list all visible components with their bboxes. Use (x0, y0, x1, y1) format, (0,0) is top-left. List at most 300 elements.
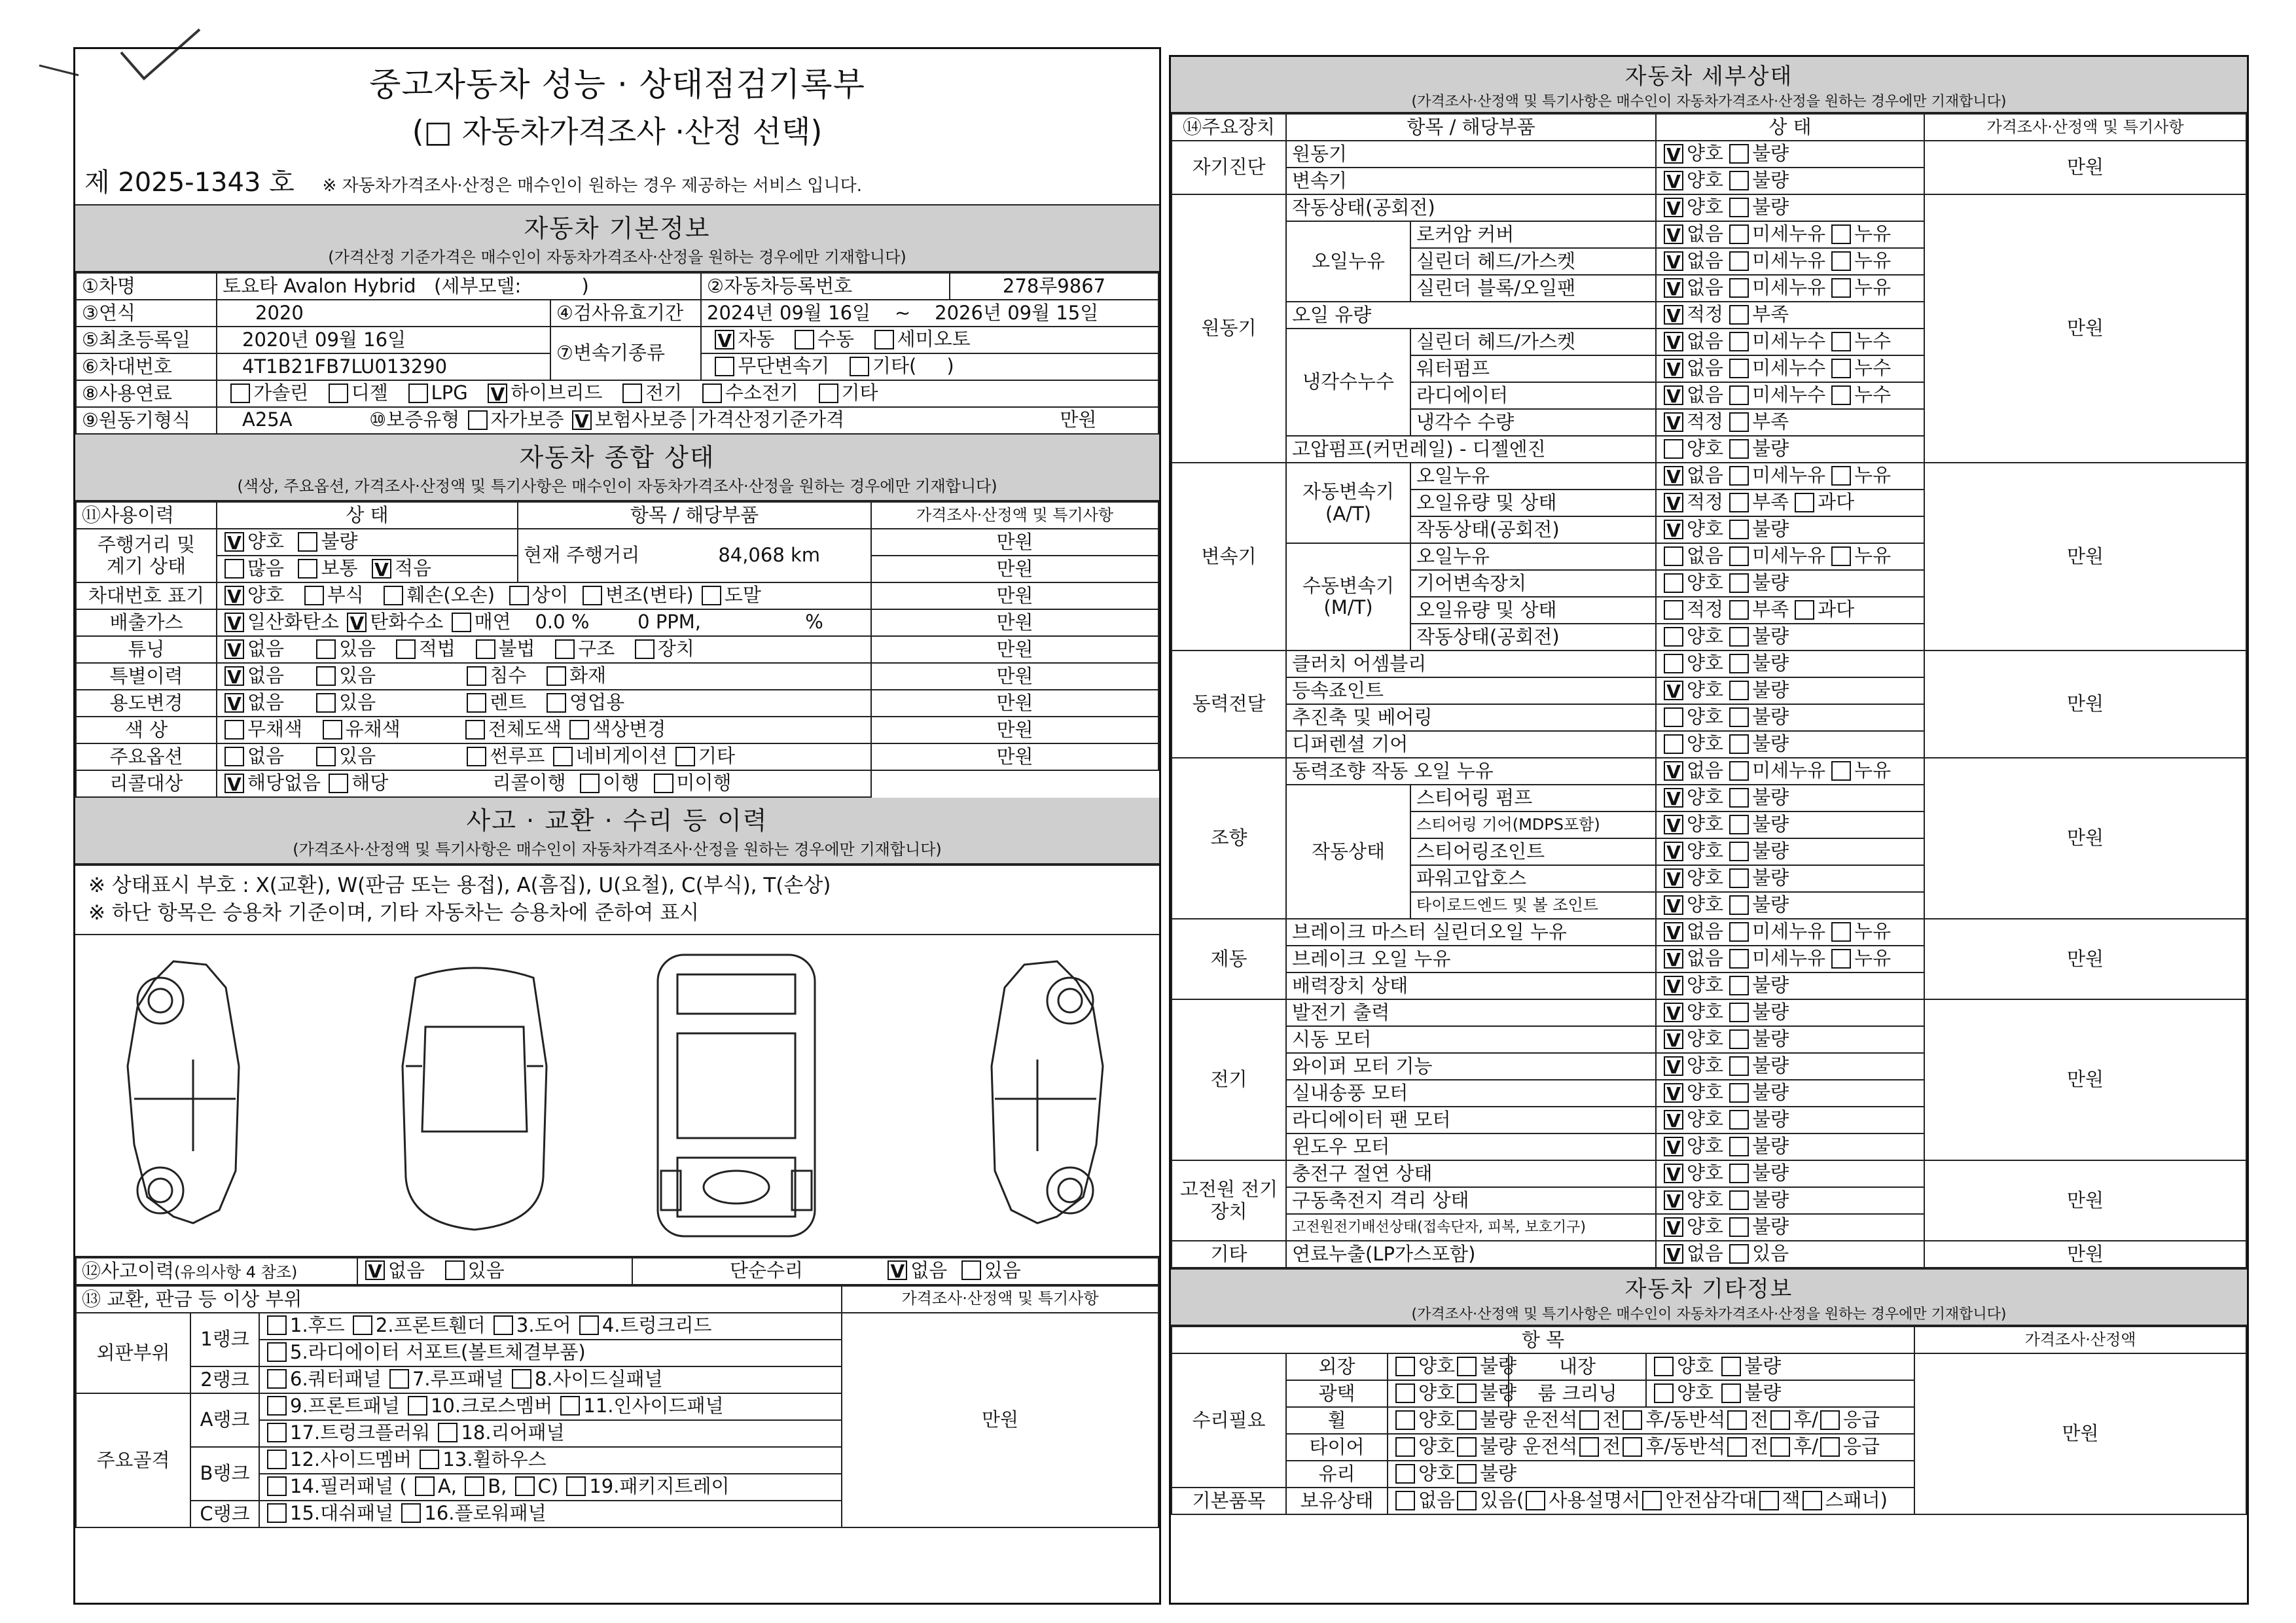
br_booster-bad-checkbox[interactable] (1729, 976, 1749, 995)
at_idle-bad-checkbox[interactable] (1729, 520, 1749, 539)
tire-pass-rear: 후/ (1793, 1435, 1818, 1458)
trans-manual-checkbox[interactable] (795, 330, 814, 349)
wheel-pass-front-checkbox[interactable] (1727, 1410, 1747, 1430)
state-pt_shaft (1656, 704, 1924, 731)
en_head-minor_oil-checkbox[interactable] (1729, 251, 1749, 271)
triangle-checkbox[interactable] (1642, 1491, 1662, 1510)
recall-done-label: 리콜이행 (492, 772, 566, 794)
mt_level-short-checkbox[interactable] (1729, 600, 1749, 620)
full-paint-checkbox[interactable] (465, 720, 485, 740)
at_leak-oil-label: 누유 (1854, 464, 1892, 487)
part-pillar-checkbox[interactable] (267, 1476, 287, 1496)
trans-semi-checkbox[interactable] (874, 330, 894, 349)
en_head-oil-checkbox[interactable] (1831, 251, 1851, 271)
tire-front-checkbox[interactable] (1579, 1437, 1599, 1457)
br_oil-none-checkbox[interactable]: V (1664, 949, 1683, 969)
state-st_hose (1656, 865, 1924, 892)
tire-bad: 불량 (1480, 1435, 1517, 1458)
part-package-tray-checkbox[interactable] (566, 1476, 586, 1496)
st_tie-good-checkbox[interactable]: V (1664, 895, 1683, 915)
recall-done-checkbox[interactable] (580, 774, 600, 793)
co-checkbox[interactable]: V (224, 613, 244, 632)
mt_gear-good-checkbox[interactable] (1664, 573, 1683, 593)
jack-checkbox[interactable] (1759, 1491, 1779, 1510)
state-br_booster (1656, 972, 1924, 999)
st_leak-minor_oil-checkbox[interactable] (1729, 761, 1749, 781)
st_leak-oil-label: 누유 (1854, 759, 1892, 782)
hv_port-bad-label: 불량 (1752, 1162, 1789, 1185)
pillar-c-checkbox[interactable] (515, 1476, 535, 1496)
price-ot_fuel: 만원 (1924, 1241, 2246, 1268)
st_joint-bad-checkbox[interactable] (1729, 842, 1749, 861)
engine-type-value: A25A (242, 408, 293, 431)
pt_shaft-good-checkbox[interactable] (1664, 707, 1683, 727)
wheel-pass-rear-checkbox[interactable] (1770, 1410, 1790, 1430)
mileage-normal-checkbox[interactable] (298, 559, 317, 579)
mt_gear-good-label: 양호 (1687, 571, 1724, 594)
br_master-minor_oil-label: 미세누유 (1752, 920, 1826, 943)
sd_engine-bad-checkbox[interactable] (1729, 144, 1749, 164)
usage-exists-checkbox[interactable] (316, 693, 336, 713)
tire-pass-front-checkbox[interactable] (1727, 1437, 1747, 1457)
rank1-line2 (259, 1340, 842, 1366)
part-roof-checkbox[interactable] (389, 1369, 409, 1389)
fuel-hydrogen: 수소전기 (725, 382, 798, 404)
part-trunk-floor-checkbox[interactable] (267, 1423, 287, 1442)
owned-exists: 있음( (1480, 1489, 1524, 1512)
owned-none-checkbox[interactable] (1395, 1491, 1415, 1510)
hv_wire-bad-checkbox[interactable] (1729, 1217, 1749, 1237)
en_idle-bad-checkbox[interactable] (1729, 198, 1749, 217)
en_c_pump-none-label: 없음 (1687, 357, 1724, 380)
part-wheel-house-checkbox[interactable] (420, 1450, 439, 1469)
en_rocker-none-checkbox[interactable]: V (1664, 224, 1683, 244)
accident-none-checkbox[interactable]: V (365, 1260, 385, 1280)
part-quarter-checkbox[interactable] (267, 1369, 287, 1389)
el_fan-good-checkbox[interactable]: V (1664, 1083, 1683, 1103)
group-brake: 제동 (1172, 919, 1286, 999)
tuning-none-checkbox[interactable]: V (224, 639, 244, 659)
en_rocker-minor_oil-checkbox[interactable] (1729, 224, 1749, 244)
etc-price: 만원 (1914, 1353, 2246, 1514)
reg-no: 278루9867 (950, 273, 1158, 300)
at_level-proper-checkbox[interactable]: V (1664, 493, 1683, 512)
state-sd_engine (1656, 141, 1924, 168)
en_block-oil-checkbox[interactable] (1831, 278, 1851, 298)
at_idle-good-checkbox[interactable]: V (1664, 520, 1683, 539)
en_c_level-proper-checkbox[interactable]: V (1664, 412, 1683, 432)
br_oil-minor_oil-checkbox[interactable] (1729, 949, 1749, 969)
manual-checkbox[interactable] (1526, 1491, 1545, 1510)
tuning-illegal-checkbox[interactable] (476, 639, 495, 659)
exterior-good-checkbox[interactable] (1395, 1357, 1415, 1376)
option-none-checkbox[interactable] (224, 747, 244, 766)
pt_diff-bad-checkbox[interactable] (1729, 734, 1749, 754)
sub-coolant_leak: 냉각수누수 (1286, 329, 1410, 436)
st_leak-oil-checkbox[interactable] (1831, 761, 1851, 781)
exterior-bad-checkbox[interactable] (1457, 1357, 1477, 1376)
en_c_head-minor_water-checkbox[interactable] (1729, 332, 1749, 351)
pt_cv-good-label: 양호 (1687, 679, 1724, 702)
owned-exists-checkbox[interactable] (1457, 1491, 1477, 1510)
recall-none-checkbox[interactable]: V (224, 774, 244, 793)
hc-checkbox[interactable]: V (347, 613, 367, 632)
item-st_joint: 스티어링조인트 (1410, 838, 1656, 865)
smoke-checkbox[interactable] (452, 613, 471, 632)
state-en_head (1656, 248, 1924, 275)
sunroof-checkbox[interactable] (467, 747, 486, 766)
usage-none-checkbox[interactable]: V (224, 693, 244, 713)
st_leak-none-checkbox[interactable]: V (1664, 761, 1683, 781)
room-good-checkbox[interactable] (1654, 1383, 1674, 1403)
en_block-minor_oil-checkbox[interactable] (1729, 278, 1749, 298)
accident-history-label: ⑫사고이력 (82, 1259, 175, 1282)
trans-auto-checkbox[interactable]: V (715, 330, 734, 349)
en_oil_level-proper-checkbox[interactable]: V (1664, 305, 1683, 325)
spanner-checkbox[interactable] (1803, 1491, 1822, 1510)
repair-none-checkbox[interactable]: V (888, 1260, 907, 1280)
part-hood-checkbox[interactable] (267, 1315, 287, 1335)
br_master-minor_oil-checkbox[interactable] (1729, 922, 1749, 942)
vin-diff-checkbox[interactable] (509, 586, 529, 605)
item-el_rad: 라디에이터 팬 모터 (1286, 1107, 1656, 1133)
fuel-hydrogen-checkbox[interactable] (702, 383, 722, 403)
group-electric: 전기 (1172, 999, 1286, 1160)
gloss-bad-checkbox[interactable] (1457, 1383, 1477, 1403)
tuning-device-checkbox[interactable] (635, 639, 655, 659)
co-unit: % (571, 611, 590, 633)
part-sidesill-checkbox[interactable] (512, 1369, 531, 1389)
en_head-none-checkbox[interactable]: V (1664, 251, 1683, 271)
part-wheel-house: 13.휠하우스 (442, 1448, 547, 1471)
part-front-panel-checkbox[interactable] (267, 1396, 287, 1416)
part-floor-checkbox[interactable] (401, 1503, 421, 1523)
pillar-a-checkbox[interactable] (415, 1476, 435, 1496)
option-exists-checkbox[interactable] (316, 747, 336, 766)
pt_shaft-bad-checkbox[interactable] (1729, 707, 1749, 727)
special-none: 없음 (247, 664, 285, 687)
special-label: 특별이력 (76, 663, 217, 690)
mt_idle-good-checkbox[interactable] (1664, 627, 1683, 647)
el_gen-bad-checkbox[interactable] (1729, 1003, 1749, 1022)
special-exists: 있음 (339, 664, 376, 687)
state-st_tie (1656, 892, 1924, 919)
pt_clutch-good-checkbox[interactable] (1664, 654, 1683, 673)
st_hose-good-label: 양호 (1687, 866, 1724, 889)
rankC-label: C랭크 (190, 1501, 259, 1527)
special-exists-checkbox[interactable] (316, 666, 336, 686)
at_leak-oil-checkbox[interactable] (1831, 466, 1851, 486)
en_common-good-checkbox[interactable] (1664, 439, 1683, 459)
el_wiper-good-checkbox[interactable]: V (1664, 1056, 1683, 1076)
en_c_head-none-label: 없음 (1687, 330, 1724, 353)
el_rad-bad-checkbox[interactable] (1729, 1110, 1749, 1130)
en_c_rad-none-checkbox[interactable]: V (1664, 385, 1683, 405)
en_c_head-none-checkbox[interactable]: V (1664, 332, 1683, 351)
en_c_rad-minor_water-checkbox[interactable] (1729, 385, 1749, 405)
part-inside-panel-checkbox[interactable] (560, 1396, 580, 1416)
interior-label: 내장 (1509, 1353, 1646, 1380)
tire-emergency-checkbox[interactable] (1820, 1437, 1840, 1457)
el_window-bad-checkbox[interactable] (1729, 1137, 1749, 1156)
tire-bad-checkbox[interactable] (1457, 1437, 1477, 1457)
navigation-checkbox[interactable] (553, 747, 573, 766)
item-br_master: 브레이크 마스터 실린더오일 누유 (1286, 919, 1656, 946)
tire-pass-front: 전 (1750, 1435, 1769, 1458)
car-name: 토요타 Avalon Hybrid (223, 274, 416, 297)
state-el_start (1656, 1026, 1924, 1053)
vin-paint-checkbox[interactable] (702, 586, 721, 605)
vin-opt-good: 양호 (247, 584, 285, 607)
pt_cv-good-checkbox[interactable]: V (1664, 681, 1683, 700)
repair-needed-label: 수리필요 (1172, 1353, 1286, 1488)
el_start-bad-checkbox[interactable] (1729, 1029, 1749, 1049)
hv_port-bad-checkbox[interactable] (1729, 1164, 1749, 1183)
item-pt_shaft: 추진축 및 베어링 (1286, 704, 1656, 731)
en_c_pump-minor_water-checkbox[interactable] (1729, 359, 1749, 378)
warranty-self-checkbox[interactable] (468, 410, 488, 430)
pt_diff-good-checkbox[interactable] (1664, 734, 1683, 754)
group-steering: 조향 (1172, 758, 1286, 919)
achromatic-checkbox[interactable] (224, 720, 244, 740)
el_wiper-bad-checkbox[interactable] (1729, 1056, 1749, 1076)
br_master-none-checkbox[interactable]: V (1664, 922, 1683, 942)
en_oil_level-short-checkbox[interactable] (1729, 305, 1749, 325)
el_gen-good-checkbox[interactable]: V (1664, 1003, 1683, 1022)
hv_battery-bad-checkbox[interactable] (1729, 1190, 1749, 1210)
mileage-many-checkbox[interactable] (224, 559, 244, 579)
glass-good-checkbox[interactable] (1395, 1464, 1415, 1484)
emission-price: 만원 (871, 609, 1158, 636)
state-en_common (1656, 436, 1924, 463)
first-reg-cell (217, 327, 550, 353)
usage-none: 없음 (247, 691, 285, 714)
el_fan-bad-checkbox[interactable] (1729, 1083, 1749, 1103)
at_level-short-checkbox[interactable] (1729, 493, 1749, 512)
sd_engine-good-checkbox[interactable]: V (1664, 144, 1683, 164)
item-mt_gear: 기어변속장치 (1410, 570, 1656, 597)
vin-good-checkbox[interactable]: V (224, 586, 244, 605)
hv_battery-good-checkbox[interactable]: V (1664, 1190, 1683, 1210)
st_hose-bad-label: 불량 (1752, 866, 1789, 889)
st_pump-good-checkbox[interactable]: V (1664, 788, 1683, 808)
en_block-none-checkbox[interactable]: V (1664, 278, 1683, 298)
rent-checkbox[interactable] (467, 693, 486, 713)
el_rad-good-checkbox[interactable]: V (1664, 1110, 1683, 1130)
el_window-good-checkbox[interactable]: V (1664, 1137, 1683, 1156)
trans-other-checkbox[interactable] (850, 357, 869, 376)
vin-alter-checkbox[interactable] (583, 586, 602, 605)
wheel-bad-checkbox[interactable] (1457, 1410, 1477, 1430)
group-other: 기타 (1172, 1241, 1286, 1268)
chromatic: 유채색 (345, 718, 401, 741)
gloss-good-checkbox[interactable] (1395, 1383, 1415, 1403)
fuel-lpg-checkbox[interactable] (408, 383, 428, 403)
warranty-ins-checkbox[interactable]: V (572, 410, 592, 430)
tuning-options (217, 636, 871, 663)
interior-bad-checkbox[interactable] (1721, 1357, 1741, 1376)
en_c_pump-minor_water-label: 미세누수 (1752, 357, 1826, 380)
en_idle-good-checkbox[interactable]: V (1664, 198, 1683, 217)
pt_clutch-bad-checkbox[interactable] (1729, 654, 1749, 673)
wheel-front-checkbox[interactable] (1579, 1410, 1599, 1430)
meter-good-checkbox[interactable]: V (224, 532, 244, 552)
part-fender-checkbox[interactable] (353, 1315, 372, 1335)
business-checkbox[interactable] (547, 693, 566, 713)
accident-exists-checkbox[interactable] (445, 1260, 465, 1280)
accident-history-table (75, 1257, 1159, 1285)
st_tie-bad-checkbox[interactable] (1729, 895, 1749, 915)
mt_leak-none-checkbox[interactable] (1664, 546, 1683, 566)
ot_fuel-exists-checkbox[interactable] (1729, 1244, 1749, 1264)
part-cross-member-checkbox[interactable] (408, 1396, 427, 1416)
meter-bad-checkbox[interactable] (298, 532, 317, 552)
el_rad-bad-label: 불량 (1752, 1108, 1789, 1131)
hv_wire-good-label: 양호 (1687, 1215, 1724, 1238)
sd_trans-bad-checkbox[interactable] (1729, 171, 1749, 190)
br_master-none-label: 없음 (1687, 920, 1724, 943)
en_common-bad-checkbox[interactable] (1729, 439, 1749, 459)
state-pt_cv (1656, 677, 1924, 704)
ot_fuel-none-label: 없음 (1687, 1242, 1724, 1265)
flood-checkbox[interactable] (467, 666, 486, 686)
mt_level-proper-checkbox[interactable] (1664, 600, 1683, 620)
repair-exists-checkbox[interactable] (961, 1260, 981, 1280)
tuning-exists-checkbox[interactable] (316, 639, 336, 659)
ot_fuel-none-checkbox[interactable]: V (1664, 1244, 1683, 1264)
room-bad-checkbox[interactable] (1721, 1383, 1741, 1403)
glass-bad-checkbox[interactable] (1457, 1464, 1477, 1484)
mileage-state-row2 (217, 556, 518, 582)
tire-rear-checkbox[interactable] (1623, 1437, 1642, 1457)
tire-good-checkbox[interactable] (1395, 1437, 1415, 1457)
mt_gear-bad-checkbox[interactable] (1729, 573, 1749, 593)
pt_cv-bad-checkbox[interactable] (1729, 681, 1749, 700)
at_leak-minor_oil-checkbox[interactable] (1729, 466, 1749, 486)
detail-row (1172, 141, 2246, 168)
sd_trans-good-checkbox[interactable]: V (1664, 171, 1683, 190)
first-reg-label: ⑤최초등록일 (76, 327, 217, 353)
fuel-diesel-checkbox[interactable] (329, 383, 348, 403)
st_hose-bad-checkbox[interactable] (1729, 868, 1749, 888)
en_c_head-water-checkbox[interactable] (1831, 332, 1851, 351)
br_master-oil-checkbox[interactable] (1831, 922, 1851, 942)
en_common-good-label: 양호 (1687, 437, 1724, 460)
tire-pass-rear-checkbox[interactable] (1770, 1437, 1790, 1457)
parts-price-col: 가격조사·산정액 및 특기사항 (842, 1286, 1158, 1313)
state-st_leak (1656, 758, 1924, 785)
car-frame-view (658, 955, 815, 1236)
room-clean-options (1646, 1380, 1914, 1407)
pillar-b-checkbox[interactable] (465, 1476, 484, 1496)
at_level-excess-checkbox[interactable] (1795, 493, 1814, 512)
fuel-electric-checkbox[interactable] (622, 383, 642, 403)
vin-damage-checkbox[interactable] (384, 586, 403, 605)
fuel-gasoline-checkbox[interactable] (230, 383, 250, 403)
part-door-checkbox[interactable] (493, 1315, 513, 1335)
part-trunk-checkbox[interactable] (579, 1315, 599, 1335)
fuel-hybrid-checkbox[interactable]: V (488, 383, 507, 403)
hv_wire-good-checkbox[interactable]: V (1664, 1217, 1683, 1237)
part-side-member-checkbox[interactable] (267, 1450, 287, 1469)
sub-model-label: (세부모델: (434, 274, 522, 297)
wheel-pass-rear: 후/ (1793, 1408, 1818, 1431)
mt_leak-oil-checkbox[interactable] (1831, 546, 1851, 566)
pt_clutch-good-label: 양호 (1687, 652, 1724, 675)
color-change-checkbox[interactable] (569, 720, 589, 740)
recall-not-checkbox[interactable] (654, 774, 673, 793)
chromatic-checkbox[interactable] (323, 720, 342, 740)
st_joint-good-checkbox[interactable]: V (1664, 842, 1683, 861)
fuel-other-checkbox[interactable] (819, 383, 838, 403)
wheel-emergency-checkbox[interactable] (1820, 1410, 1840, 1430)
mt_leak-minor_oil-checkbox[interactable] (1729, 546, 1749, 566)
fuel-options (217, 380, 1158, 407)
item-at_idle: 작동상태(공회전) (1410, 516, 1656, 543)
hv_port-good-checkbox[interactable]: V (1664, 1164, 1683, 1183)
wheel-good-checkbox[interactable] (1395, 1410, 1415, 1430)
en_rocker-oil-checkbox[interactable] (1831, 224, 1851, 244)
at_leak-none-checkbox[interactable]: V (1664, 466, 1683, 486)
state-el_wiper (1656, 1053, 1924, 1080)
recall-yes-checkbox[interactable] (329, 774, 348, 793)
basic-info-table (75, 272, 1159, 435)
col-detail-item: 항목 / 해당부품 (1286, 114, 1656, 141)
br_oil-oil-checkbox[interactable] (1831, 949, 1851, 969)
interior-good-checkbox[interactable] (1654, 1357, 1674, 1376)
interior-options (1646, 1353, 1914, 1380)
mileage-few-checkbox[interactable]: V (372, 559, 391, 579)
st_gear-bad-checkbox[interactable] (1729, 815, 1749, 834)
option-other-checkbox[interactable] (675, 747, 695, 766)
special-none-checkbox[interactable]: V (224, 666, 244, 686)
part-radiator-support-checkbox[interactable] (267, 1342, 287, 1362)
gloss-bad: 불량 (1480, 1382, 1517, 1404)
wheel-rear-checkbox[interactable] (1623, 1410, 1642, 1430)
outer-label: 외판부위 (76, 1313, 190, 1393)
en_c_pump-none-checkbox[interactable]: V (1664, 359, 1683, 378)
el_fan-good-label: 양호 (1687, 1081, 1724, 1104)
tuning-structure-checkbox[interactable] (555, 639, 575, 659)
en_c_pump-water-checkbox[interactable] (1831, 359, 1851, 378)
vin-price: 만원 (871, 582, 1158, 609)
part-dash-checkbox[interactable] (267, 1503, 287, 1523)
mt_level-excess-checkbox[interactable] (1795, 600, 1814, 620)
vin-rust-checkbox[interactable] (304, 586, 324, 605)
el_rad-good-label: 양호 (1687, 1108, 1724, 1131)
en_c_rad-water-checkbox[interactable] (1831, 385, 1851, 405)
el_start-good-checkbox[interactable]: V (1664, 1029, 1683, 1049)
item-br_oil: 브레이크 오일 누유 (1286, 946, 1656, 972)
fire-checkbox[interactable] (547, 666, 566, 686)
item-pt_cv: 등속죠인트 (1286, 677, 1656, 704)
br_booster-good-checkbox[interactable]: V (1664, 976, 1683, 995)
doc-note: ※ 자동차가격조사·산정은 매수인이 원하는 경우 제공하는 서비스 입니다. (322, 176, 863, 196)
st_hose-good-checkbox[interactable]: V (1664, 868, 1683, 888)
trans-cvt-checkbox[interactable] (715, 357, 734, 376)
item-el_fan: 실내송풍 모터 (1286, 1080, 1656, 1107)
part-rear-panel-checkbox[interactable] (438, 1423, 457, 1442)
at_level-excess-label: 과다 (1818, 491, 1855, 514)
state-hv_battery (1656, 1187, 1924, 1214)
st_pump-bad-checkbox[interactable] (1729, 788, 1749, 808)
en_block-minor_oil-label: 미세누유 (1752, 276, 1826, 299)
en_c_level-short-checkbox[interactable] (1729, 412, 1749, 432)
mt_idle-bad-checkbox[interactable] (1729, 627, 1749, 647)
glass-good: 양호 (1418, 1462, 1456, 1485)
tuning-legal-checkbox[interactable] (396, 639, 416, 659)
st_gear-good-checkbox[interactable]: V (1664, 815, 1683, 834)
